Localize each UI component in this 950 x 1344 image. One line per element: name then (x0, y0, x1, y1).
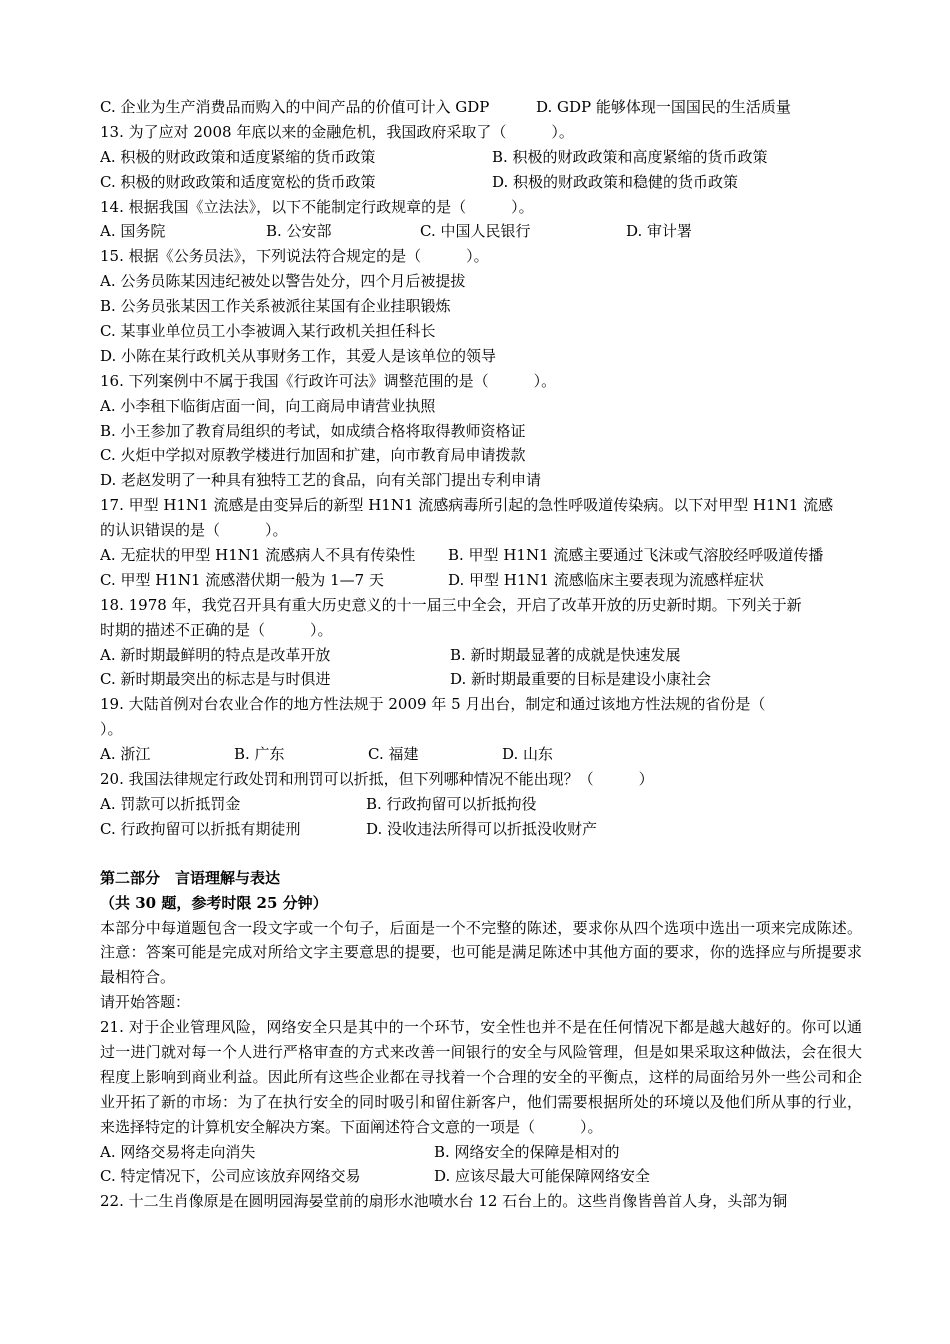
q18-option-c: C. 新时期最突出的标志是与时俱进 (100, 670, 331, 689)
q12-option-d: D. GDP 能够体现一国国民的生活质量 (536, 98, 791, 116)
q14-stem: 14. 根据我国《立法法》，以下不能制定行政规章的是（ ）。 (100, 197, 534, 216)
q21-option-c: C. 特定情况下，公司应该放弃网络交易 (100, 1167, 361, 1186)
q15-option-b: B. 公务员张某因工作关系被派往某国有企业挂职锻炼 (100, 297, 451, 316)
q12-options-cd (100, 95, 862, 120)
q13-options-ab (100, 145, 862, 170)
q17-option-c: C. 甲型 H1N1 流感潜伏期一般为 1—7 天 (100, 570, 384, 589)
q20-stem: 20. 我国法律规定行政处罚和刑罚可以折抵，但下列哪种情况不能出现？（ ） (100, 770, 654, 789)
q18-stem-line2: 时期的描述不正确的是（ ）。 (100, 620, 333, 639)
q17-options-ab (100, 543, 862, 568)
q16-option-c: C. 火炬中学拟对原教学楼进行加固和扩建，向市教育局申请拨款 (100, 446, 526, 465)
q20-option-c: C. 行政拘留可以折抵有期徒刑 (100, 819, 301, 838)
q20-option-d: D. 没收违法所得可以折抵没收财产 (366, 819, 598, 838)
q21-option-d: D. 应该尽最大可能保障网络安全 (434, 1167, 651, 1186)
q15-option-c: C. 某事业单位员工小李被调入某行政机关担任科长 (100, 322, 436, 341)
q21-options-cd (100, 1164, 862, 1189)
q12-option-c: C. 企业为生产消费品而购入的中间产品的价值可计入 GDP (100, 98, 490, 116)
q17-stem-line2: 的认识错误的是（ ）。 (100, 521, 288, 540)
part2-start: 请开始答题： (100, 993, 191, 1012)
q20-option-b: B. 行政拘留可以折抵拘役 (366, 794, 537, 813)
q13-stem: 13. 为了应对 2008 年底以来的金融危机，我国政府采取了（ ）。 (100, 122, 574, 141)
q14-option-c: C. 中国人民银行 (420, 222, 531, 241)
document-page (100, 95, 862, 1214)
q16-option-b: B. 小王参加了教育局组织的考试，如成绩合格将取得教师资格证 (100, 421, 526, 440)
q17-stem-line1: 17. 甲型 H1N1 流感是由变异后的新型 H1N1 流感病毒所引起的急性呼吸道传染病。以下对甲型 H1N1 流感 (100, 496, 834, 515)
q17-option-a: A. 无症状的甲型 H1N1 流感病人不具有传染性 (100, 546, 416, 565)
q18-options-ab (100, 643, 862, 668)
q21-option-b: B. 网络安全的保障是相对的 (434, 1142, 620, 1161)
q14-option-a: A. 国务院 (100, 222, 166, 241)
q17-option-b: B. 甲型 H1N1 流感主要通过飞沫或气溶胶经呼吸道传播 (448, 546, 824, 565)
q14-option-d: D. 审计署 (626, 222, 693, 241)
q19-stem-line1: 19. 大陆首例对台农业合作的地方性法规于 2009 年 5 月出台，制定和通过该地方性法规的省份是（ (100, 695, 766, 714)
q20-option-a: A. 罚款可以折抵罚金 (100, 794, 241, 813)
q18-option-d: D. 新时期最重要的目标是建设小康社会 (450, 670, 712, 689)
q22-stem: 22. 十二生肖像原是在圆明园海晏堂前的扇形水池喷水台 12 石台上的。这些肖像皆兽首人身，头部为铜 (100, 1192, 788, 1211)
q16-option-a: A. 小李租下临街店面一间，向工商局申请营业执照 (100, 396, 436, 415)
q13-option-a: A. 积极的财政政策和适度紧缩的货币政策 (100, 147, 376, 166)
q19-option-d: D. 山东 (502, 745, 554, 764)
part2-subtitle: （共 30 题，参考时限 25 分钟） (100, 893, 328, 912)
q15-option-d: D. 小陈在某行政机关从事财务工作，其爱人是该单位的领导 (100, 346, 497, 365)
q18-option-a: A. 新时期最鲜明的特点是改革开放 (100, 645, 331, 664)
q21-stem: 21. 对于企业管理风险，网络安全只是其中的一个环节，安全性也并不是在任何情况下都是越大越好的。你可以通过一进门就对每一个人进行严格审查的方式来改善一间银行的安全与风险管理，但是如果采取这种做法，会在很大程度上影响到商业利益。因此所有这些企业都在寻找着一个合理的安全的平衡点，这样的局面给另外一些公司和企业开拓了新的市场：为了在执行安全的同时吸引和留住新客户，他们需要根据所处的环境以及他们所从事的行业，来选择特定的计算机安全解决方案。下面阐述符合文意的一项是（ ）。 (100, 1018, 862, 1136)
q17-option-d: D. 甲型 H1N1 流感临床主要表现为流感样症状 (448, 570, 764, 589)
q20-options-cd (100, 817, 862, 842)
q13-option-c: C. 积极的财政政策和适度宽松的货币政策 (100, 172, 376, 191)
q18-options-cd (100, 667, 862, 692)
q19-option-b: B. 广东 (234, 745, 285, 764)
q21-option-a: A. 网络交易将走向消失 (100, 1142, 256, 1161)
q13-options-cd (100, 170, 862, 195)
q20-options-ab (100, 792, 862, 817)
q13-option-d: D. 积极的财政政策和稳健的货币政策 (492, 172, 739, 191)
part2-title: 第二部分 言语理解与表达 (100, 868, 281, 887)
q16-option-d: D. 老赵发明了一种具有独特工艺的食品，向有关部门提出专利申请 (100, 471, 542, 490)
q14-option-b: B. 公安部 (266, 222, 332, 241)
q19-options (100, 742, 862, 767)
q19-option-a: A. 浙江 (100, 745, 151, 764)
q17-options-cd (100, 568, 862, 593)
q18-stem-line1: 18. 1978 年，我党召开具有重大历史意义的十一届三中全会，开启了改革开放的历史新时期。下列关于新 (100, 595, 802, 614)
q18-option-b: B. 新时期最显著的成就是快速发展 (450, 645, 681, 664)
part2-intro: 本部分中每道题包含一段文字或一个句子，后面是一个不完整的陈述，要求你从四个选项中选出一项来完成陈述。注意：答案可能是完成对所给文字主要意思的提要，也可能是满足陈述中其他方面的要求，你的选择应与所提要求最相符合。 (100, 918, 862, 987)
q15-stem: 15. 根据《公务员法》，下列说法符合规定的是（ ）。 (100, 247, 489, 266)
q16-stem: 16. 下列案例中不属于我国《行政许可法》调整范围的是（ ）。 (100, 371, 557, 390)
q21-options-ab (100, 1140, 862, 1165)
q15-option-a: A. 公务员陈某因违纪被处以警告处分，四个月后被提拔 (100, 272, 466, 291)
q13-option-b: B. 积极的财政政策和高度紧缩的货币政策 (492, 147, 768, 166)
q14-options (100, 219, 862, 244)
q19-option-c: C. 福建 (368, 745, 419, 764)
q19-stem-line2: ）。 (100, 720, 123, 739)
